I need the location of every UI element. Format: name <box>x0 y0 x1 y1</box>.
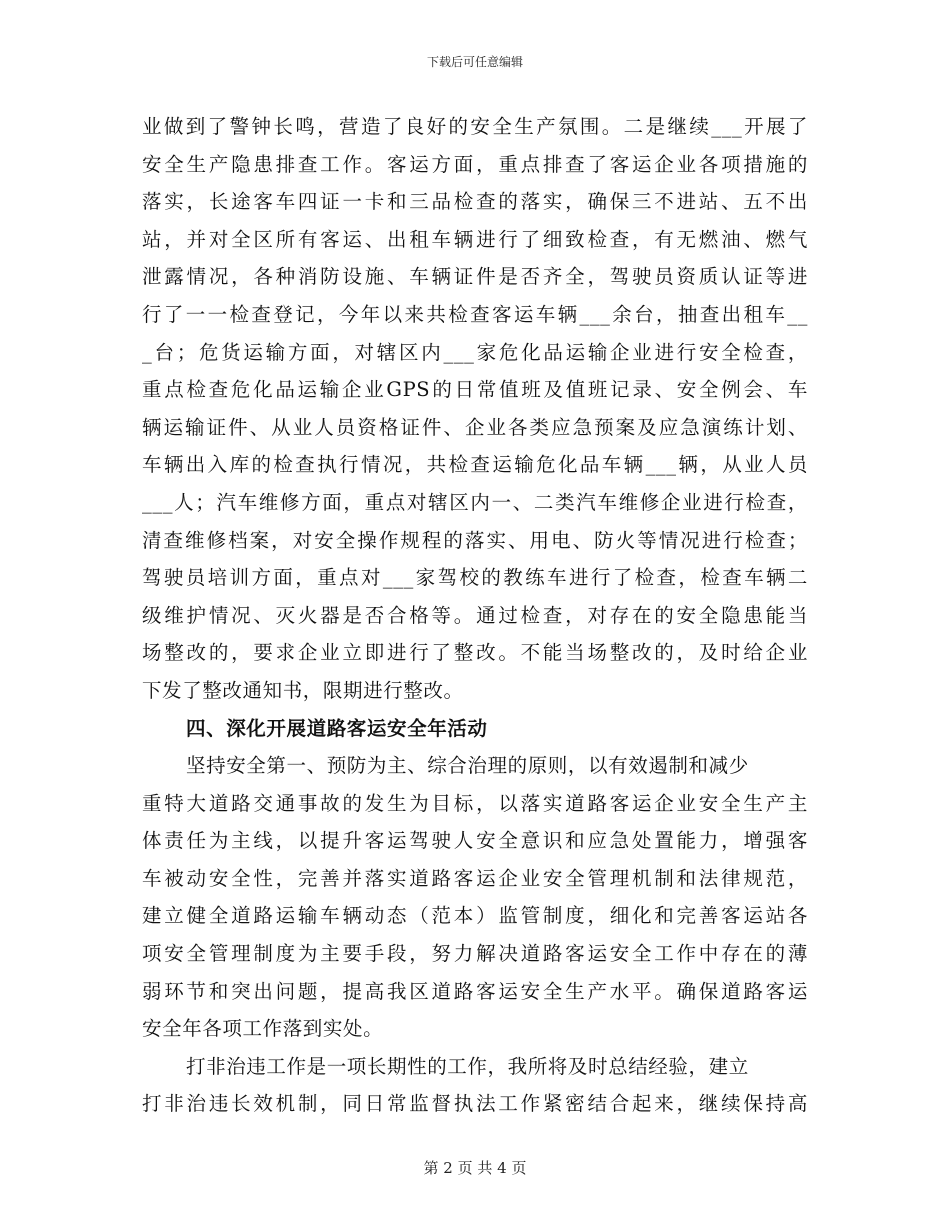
text-line: 落实，长途客车四证一卡和三品检查的落实，确保三不进站、五不出 <box>142 190 808 214</box>
text-line: _台；危货运输方面，对辖区内___家危化品运输企业进行安全检查， <box>142 340 808 364</box>
text-line: ___人；汽车维修方面，重点对辖区内一、二类汽车维修企业进行检查， <box>142 490 808 514</box>
text-line: 行了一一检查登记，今年以来共检查客运车辆___余台，抽查出租车__ <box>142 302 808 326</box>
text-line: 车辆出入库的检查执行情况，共检查运输危化品车辆___辆，从业人员 <box>142 453 808 477</box>
document-body <box>142 108 808 1123</box>
paragraph-first-line: 打非治违工作是一项长期性的工作，我所将及时总结经验，建立 <box>186 1054 749 1078</box>
paragraph-first-line: 坚持安全第一、预防为主、综合治理的原则，以有效遏制和减少 <box>186 754 749 778</box>
text-line: 级维护情况、灭火器是否合格等。通过检查，对存在的安全隐患能当 <box>142 603 808 627</box>
text-line: 清查维修档案，对安全操作规程的落实、用电、防火等情况进行检查； <box>142 528 808 552</box>
section-heading: 四、深化开展道路客运安全年活动 <box>186 716 488 740</box>
text-line: 安全生产隐患排查工作。客运方面，重点排查了客运企业各项措施的 <box>142 152 808 176</box>
text-line: 辆运输证件、从业人员资格证件、企业各类应急预案及应急演练计划、 <box>142 415 808 439</box>
text-line: 项安全管理制度为主要手段，努力解决道路客运安全工作中存在的薄 <box>142 942 808 966</box>
text-line: 重特大道路交通事故的发生为目标，以落实道路客运企业安全生产主 <box>142 791 808 815</box>
page-footer: 第 2 页 共 4 页 <box>423 1159 527 1177</box>
text-line: 打非治违长效机制，同日常监督执法工作紧密结合起来，继续保持高 <box>142 1092 808 1116</box>
text-line: 体责任为主线，以提升客运驾驶人安全意识和应急处置能力，增强客 <box>142 829 808 853</box>
text-line: 弱环节和突出问题，提高我区道路客运安全生产水平。确保道路客运 <box>142 979 808 1003</box>
text-line: 场整改的，要求企业立即进行了整改。不能当场整改的，及时给企业 <box>142 641 808 665</box>
page-header: 下载后可任意编辑 <box>426 55 523 69</box>
text-line: 下发了整改通知书，限期进行整改。 <box>142 678 464 702</box>
text-line: 建立健全道路运输车辆动态（范本）监管制度，细化和完善客运站各 <box>142 904 808 928</box>
text-line: 车被动安全性，完善并落实道路客运企业安全管理机制和法律规范， <box>142 866 808 890</box>
text-line: 泄露情况，各种消防设施、车辆证件是否齐全，驾驶员资质认证等进 <box>142 265 808 289</box>
text-line: 安全年各项工作落到实处。 <box>142 1017 384 1041</box>
text-line: 站，并对全区所有客运、出租车辆进行了细致检查，有无燃油、燃气 <box>142 227 808 251</box>
text-line: 业做到了警钟长鸣，营造了良好的安全生产氛围。二是继续___开展了 <box>142 115 808 138</box>
text-line: 驾驶员培训方面，重点对___家驾校的教练车进行了检查，检查车辆二 <box>142 566 808 590</box>
text-line: 重点检查危化品运输企业GPS的日常值班及值班记录、安全例会、车 <box>142 378 808 402</box>
